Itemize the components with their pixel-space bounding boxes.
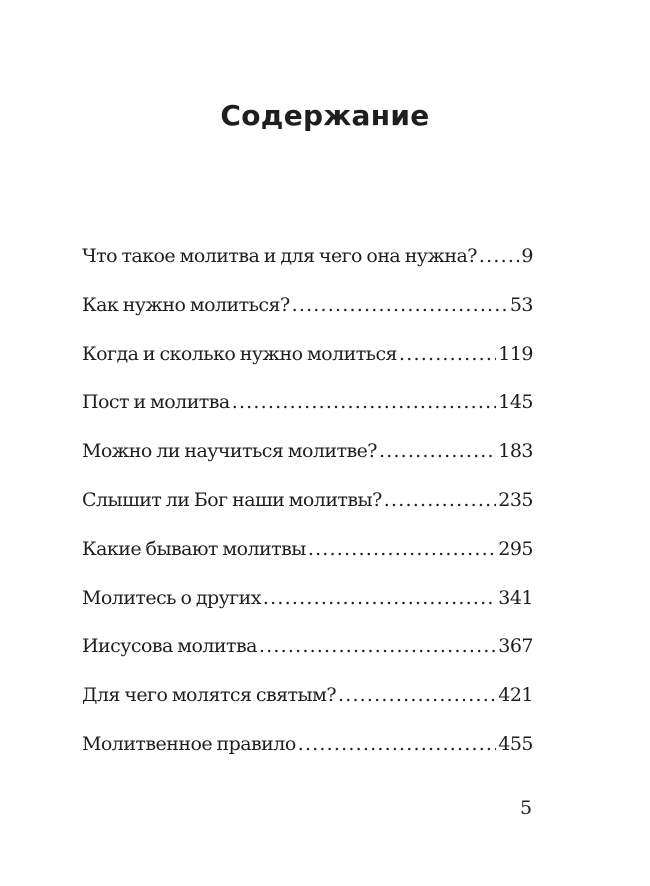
page-title: Содержание xyxy=(220,99,430,132)
dot-leader xyxy=(292,290,508,320)
toc-entry xyxy=(82,680,533,729)
toc-entry xyxy=(82,241,533,290)
toc-entry-page: 421 xyxy=(498,684,533,707)
dot-leader xyxy=(479,241,520,271)
toc-entry-page: 295 xyxy=(498,537,533,560)
toc-entry-page: 9 xyxy=(521,245,533,267)
toc-entry-page: 367 xyxy=(498,635,533,658)
toc-entry-page: 455 xyxy=(498,732,533,755)
toc-entry-title: Иисусова молитва xyxy=(82,635,257,658)
toc-entry-title: Пост и молитва xyxy=(82,391,230,414)
toc-entry-title: Слышит ли Бог наши молитвы? xyxy=(82,488,382,511)
toc-entry xyxy=(82,436,533,485)
dot-leader xyxy=(232,387,497,417)
toc-entry xyxy=(82,339,533,388)
toc-entry-title: Для чего молятся святым? xyxy=(82,684,336,707)
toc-entry xyxy=(82,485,533,534)
toc-entry-title: Как нужно молиться? xyxy=(82,293,290,316)
dot-leader xyxy=(338,680,496,710)
toc-entry-title: Молитвенное правило xyxy=(82,732,296,755)
toc-entry-title: Что такое молитва и для чего она нужна? xyxy=(82,245,477,267)
dot-leader xyxy=(263,583,496,613)
toc-entry-title: Можно ли научиться молитве? xyxy=(82,440,377,463)
toc-entry xyxy=(82,290,533,339)
dot-leader xyxy=(308,534,496,564)
dot-leader xyxy=(399,339,496,369)
page-number: 5 xyxy=(520,797,533,819)
toc-entry xyxy=(82,631,533,680)
toc-entry-page: 119 xyxy=(498,342,533,365)
toc-entry xyxy=(82,729,533,778)
toc-entry-page: 235 xyxy=(498,488,533,511)
dot-leader xyxy=(298,729,497,759)
dot-leader xyxy=(384,485,496,515)
toc-entry xyxy=(82,387,533,436)
toc-entry-title: Когда и сколько нужно молиться xyxy=(82,342,397,365)
toc-entry-page: 183 xyxy=(498,440,533,463)
toc-entry xyxy=(82,583,533,632)
toc-entry xyxy=(82,534,533,583)
dot-leader xyxy=(259,631,496,661)
toc-entry-title: Молитесь о других xyxy=(82,586,261,609)
toc-entry-title: Какие бывают молитвы xyxy=(82,537,306,560)
table-of-contents xyxy=(82,241,533,778)
toc-entry-page: 145 xyxy=(498,391,533,414)
toc-entry-page: 53 xyxy=(509,293,533,316)
toc-entry-page: 341 xyxy=(498,586,533,609)
dot-leader xyxy=(379,436,496,466)
